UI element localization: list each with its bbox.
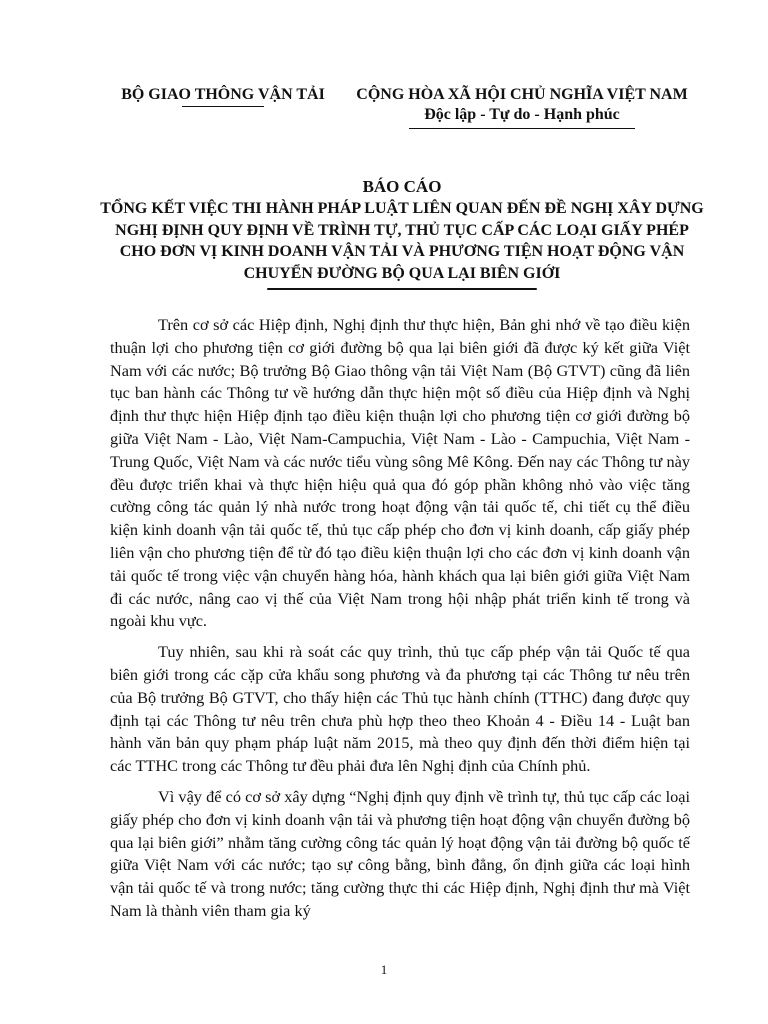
page-number: 1 (380, 962, 388, 977)
nation-header (338, 86, 706, 129)
ministry-underline (182, 106, 264, 107)
national-motto: Độc lập - Tự do - Hạnh phúc (424, 106, 620, 123)
title-underline (267, 288, 537, 290)
ministry-header (108, 86, 338, 107)
document-type: BÁO CÁO (362, 177, 442, 196)
body-paragraph-1: Trên cơ sở các Hiệp định, Nghị định thư thực hiện, Bản ghi nhớ về tạo điều kiện thuận lợi cho phương tiện cơ giới đường bộ qua lại biên giới đã được ký kết giữa Việt Nam với các nước; Bộ trưởng Bộ Giao thông vận tải Việt Nam (Bộ GTVT) cũng đã liên tục ban hành các Thông tư về hướng dẫn thực hiện một số điều của Hiệp định và Nghị định thư thực hiện Hiệp định tạo điều kiện thuận lợi cho phương tiện cơ giới đường bộ giữa Việt Nam - Lào, Việt Nam-Campuchia, Việt Nam - Lào - Campuchia, Việt Nam - Trung Quốc, Việt Nam và các nước tiểu vùng sông Mê Kông. Đến nay các Thông tư này đều được triển khai và thực hiện hiệu quả qua đó góp phần không nhỏ vào việc tăng cường công tác quản lý nhà nước trong hoạt động vận tải quốc tế, chi tiết cụ thể điều kiện kinh doanh vận tải quốc tế, thủ tục cấp phép cho đơn vị kinh doanh, cấp giấy phép liên vận cho phương tiện để từ đó tạo điều kiện thuận lợi cho các đơn vị kinh doanh vận tải quốc tế trong việc vận chuyển hàng hóa, hành khách qua lại biên giới giữa Việt Nam đi các nước, nâng cao vị thế của Việt Nam trong hội nhập phát triển kinh tế trong và ngoài khu vực. (110, 315, 690, 631)
body-paragraph-2: Tuy nhiên, sau khi rà soát các quy trình, thủ tục cấp phép vận tải Quốc tế qua biên giới trong các cặp cửa khẩu song phương và đa phương tại các Thông tư nêu trên của Bộ trưởng Bộ GTVT, cho thấy hiện các Thủ tục hành chính (TTHC) đang được quy định tại các Thông tư nêu trên chưa phù hợp theo theo Khoản 4 - Điều 14 - Luật ban hành văn bản quy phạm pháp luật năm 2015, mà theo quy định đến thời điểm hiện tại các TTHC trong các Thông tư đều phải đưa lên Nghị định của Chính phủ. (110, 642, 690, 776)
nation-name: CỘNG HÒA XÃ HỘI CHỦ NGHĨA VIỆT NAM (356, 86, 688, 103)
body-paragraph-3: Vì vậy để có cơ sở xây dựng “Nghị định quy định về trình tự, thủ tục cấp các loại giấy phép cho đơn vị kinh doanh vận tải và phương tiện hoạt động vận chuyển đường bộ qua lại biên giới” nhằm tăng cường công tác quản lý hoạt động vận tải đường bộ quốc tế giữa Việt Nam với các nước; tạo sự công bằng, bình đẳng, ổn định giữa các loại hình vận tải quốc tế và trong nước; tăng cường thực thi các Hiệp định, Nghị định thư mà Việt Nam là thành viên tham gia ký (110, 786, 690, 920)
document-title-block (100, 176, 704, 290)
ministry-name: BỘ GIAO THÔNG VẬN TẢI (121, 86, 325, 103)
document-subject: TỔNG KẾT VIỆC THI HÀNH PHÁP LUẬT LIÊN QUAN ĐẾN ĐỀ NGHỊ XÂY DỰNG NGHỊ ĐỊNH QUY ĐỊNH VỀ TRÌNH TỰ, THỦ TỤC CẤP CÁC LOẠI GIẤY PHÉP CHO ĐƠN VỊ KINH DOANH VẬN TẢI VÀ PHƯƠNG TIỆN HOẠT ĐỘNG VẬN CHUYỂN ĐƯỜNG BỘ QUA LẠI BIÊN GIỚI (100, 200, 704, 282)
motto-underline (409, 128, 635, 129)
document-body (110, 314, 690, 931)
